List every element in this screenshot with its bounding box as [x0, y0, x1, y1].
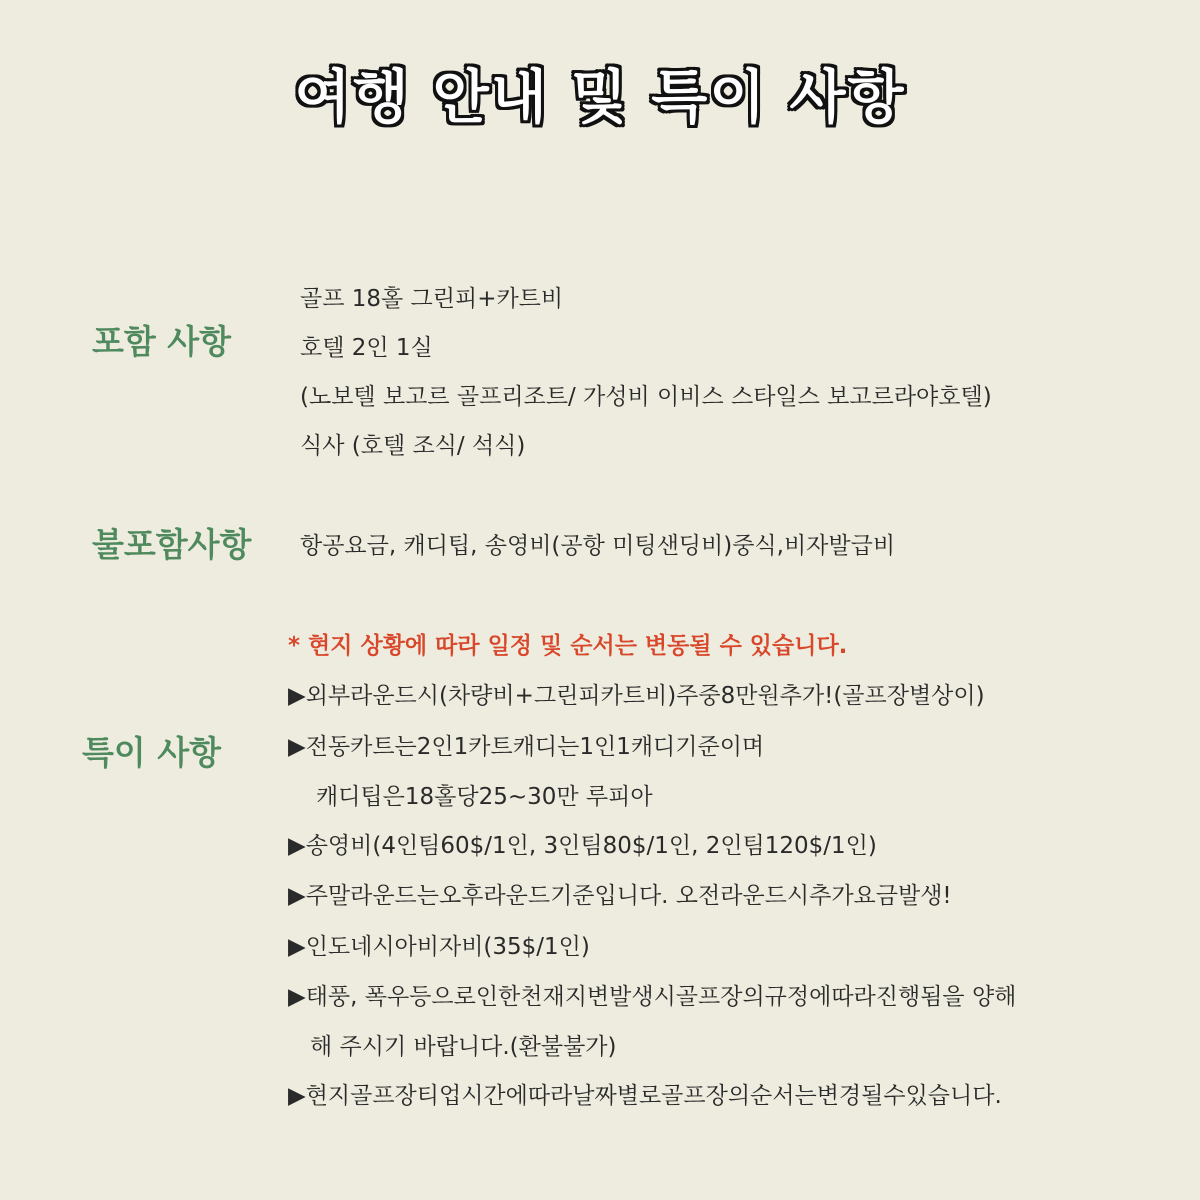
included-item-meals: 식사 (호텔 조식/ 석식): [300, 433, 526, 459]
notes-line-cart-caddie: ▶전동카트는2인1카트캐디는1인1캐디기준이며: [288, 734, 765, 760]
page-title: 여행 안내 및 특이 사항: [294, 63, 906, 131]
notes-line-outside-round: ▶외부라운드시(차량비+그린피카트비)주중8만원추가!(골프장별상이): [288, 683, 985, 709]
included-item-greenfee: 골프 18홀 그린피+카트비: [300, 286, 564, 312]
notes-label: 특이 사항: [82, 733, 222, 772]
included-item-hotel-room: 호텔 2인 1실: [300, 335, 433, 361]
notes-line-weekend-round: ▶주말라운드는오후라운드기준입니다. 오전라운드시추가요금발생!: [288, 883, 952, 909]
notes-line-caddie-tip: 캐디팁은18홀당25~30만 루피아: [316, 784, 653, 810]
notes-line-weather: ▶태풍, 폭우등으로인한천재지변발생시골프장의규정에따라진행됨을 양해: [288, 984, 1017, 1010]
notes-line-weather-cont: 해 주시기 바랍니다.(환불불가): [310, 1034, 617, 1060]
notes-line-tee-time: ▶현지골프장티업시간에따라날짜별로골프장의순서는변경될수있습니다.: [288, 1083, 1002, 1109]
included-item-hotel-names: (노보텔 보고르 골프리조트/ 가성비 이비스 스타일스 보고르라야호텔): [300, 384, 992, 410]
notes-line-visa-fee: ▶인도네시아비자비(35$/1인): [288, 934, 590, 960]
excluded-label: 불포함사항: [92, 525, 252, 564]
included-label: 포함 사항: [92, 322, 232, 361]
notes-line-transfer-fee: ▶송영비(4인팀60$/1인, 3인팀80$/1인, 2인팀120$/1인): [288, 833, 877, 859]
excluded-text: 항공요금, 캐디팁, 송영비(공항 미팅샌딩비)중식,비자발급비: [300, 533, 896, 559]
notes-notice: * 현지 상황에 따라 일정 및 순서는 변동될 수 있습니다.: [288, 633, 848, 659]
